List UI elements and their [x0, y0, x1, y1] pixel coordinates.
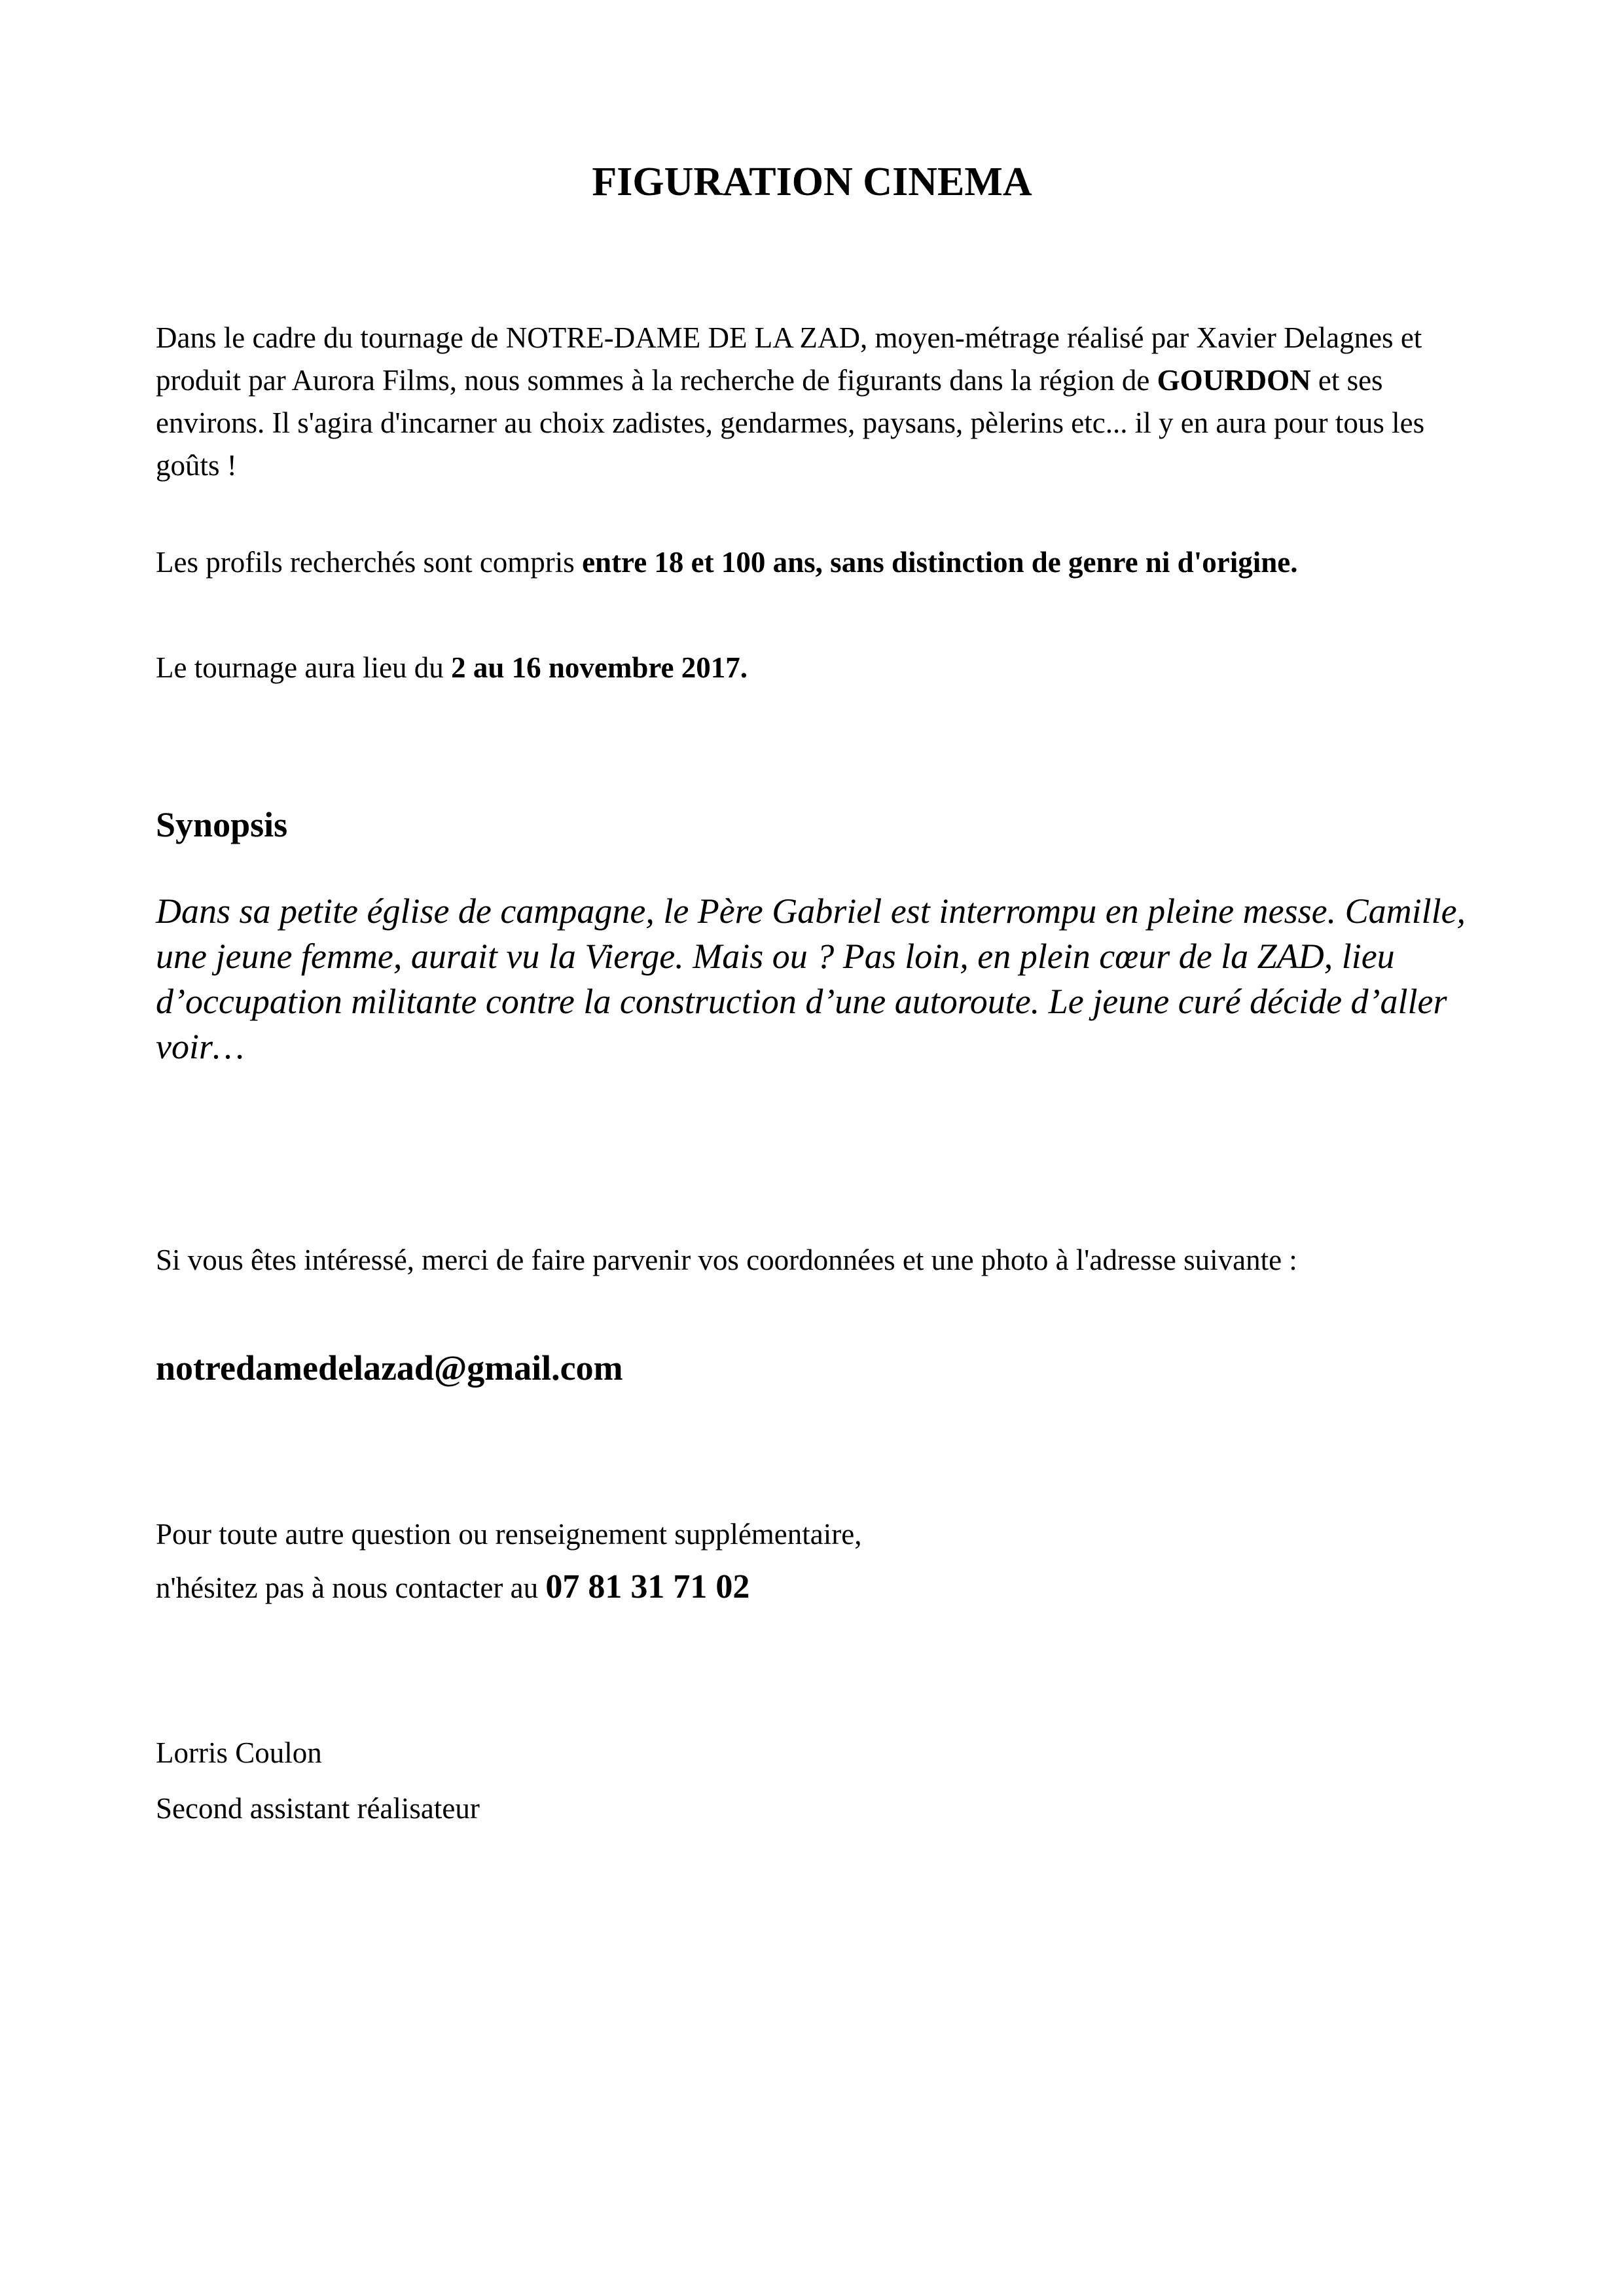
profiles-criteria: entre 18 et 100 ans, sans distinction de genre ni d'origine. — [582, 546, 1298, 579]
synopsis-text: Dans sa petite église de campagne, le Père Gabriel est interrompu en pleine messe. Camille, une jeune femme, aurait vu la Vierge. Mais ou ? Pas loin, en plein cœur de la ZAD, lieu d’occupation militante contre la construction d’une autoroute. Le jeune curé décide d’aller voir… — [156, 891, 1466, 1066]
town-name: GOURDON — [1157, 364, 1311, 397]
synopsis-heading: Synopsis — [156, 805, 288, 844]
contact-email: notredamedelazad@gmail.com — [156, 1348, 623, 1388]
intro-paragraph — [156, 317, 1478, 487]
interest-paragraph: Si vous êtes intéressé, merci de faire parvenir vos coordonnées et une photo à l'adresse suivante : — [156, 1244, 1297, 1276]
profiles-lead: Les profils recherchés sont compris — [156, 546, 583, 579]
dates-range: 2 au 16 novembre 2017. — [451, 651, 748, 684]
question-line: Pour toute autre question ou renseignement supplémentaire, — [156, 1518, 862, 1551]
intro-text-start: Dans le cadre du tournage de NOTRE-DAME DE LA ZAD, moyen-métrage réalisé par Xavier Delagnes et produit par Aurora Films, nous sommes à la recherche de figurants dans la région de — [156, 321, 1422, 397]
phone-number: 07 81 31 71 02 — [545, 1568, 750, 1605]
profiles-paragraph — [156, 541, 1478, 584]
contact-lead: n'hésitez pas à nous contacter au — [156, 1571, 546, 1604]
contact-line — [156, 1566, 1478, 1609]
intro-text-end: et ses environs. Il s'agira d'incarner au choix zadistes, gendarmes, paysans, pèlerins etc... il y en aura pour tous les goûts ! — [156, 364, 1425, 482]
page-title: FIGURATION CINEMA — [592, 160, 1032, 204]
shooting-dates-paragraph — [156, 647, 1478, 689]
dates-lead: Le tournage aura lieu du — [156, 651, 452, 684]
signature-name: Lorris Coulon — [156, 1736, 322, 1769]
signature-role: Second assistant réalisateur — [156, 1792, 480, 1825]
